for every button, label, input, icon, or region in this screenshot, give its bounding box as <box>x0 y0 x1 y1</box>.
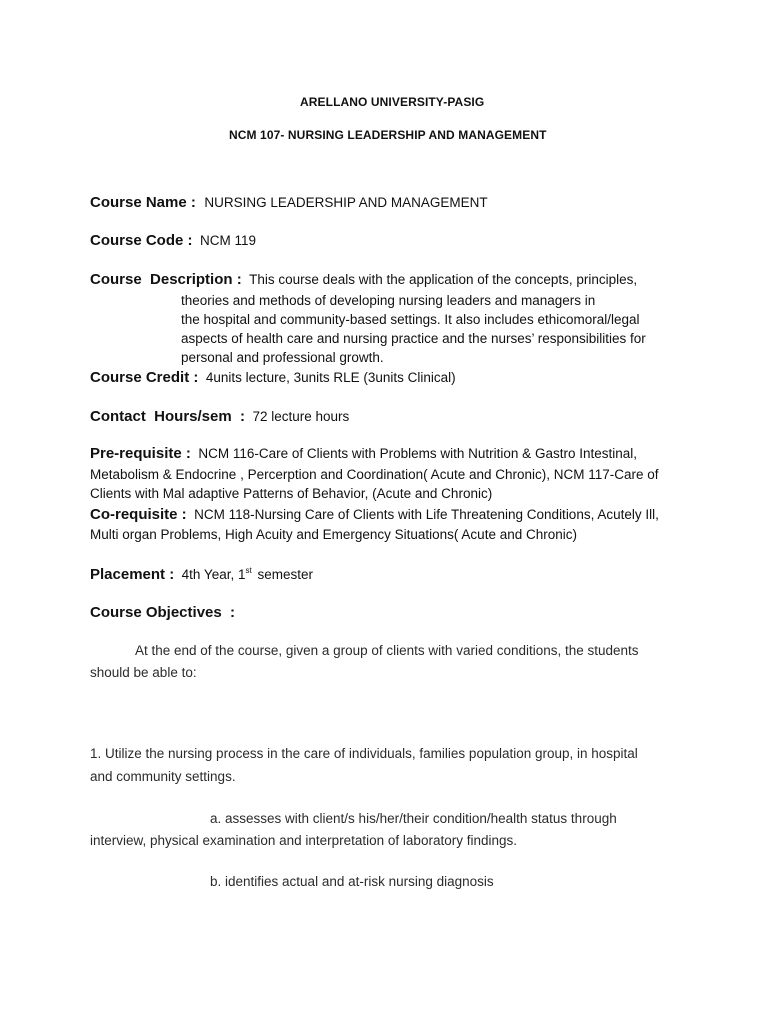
placement-semester: semester <box>257 567 314 582</box>
prerequisite-row <box>90 445 637 463</box>
objective-sub-item-line: a. assesses with client/s his/her/their condition/health status through <box>210 811 617 826</box>
contact-hours-label: Contact Hours/sem : <box>90 408 246 425</box>
course-name-row <box>90 194 488 212</box>
course-name-label: Course Name : <box>90 194 196 211</box>
course-description-line: personal and professional growth. <box>181 350 384 365</box>
corequisite-label: Co-requisite : <box>90 506 187 523</box>
course-code-value: NCM 119 <box>199 233 256 248</box>
course-description-label: Course Description : <box>90 271 242 288</box>
corequisite-line: Multi organ Problems, High Acuity and Emergency Situations( Acute and Chronic) <box>90 527 577 542</box>
corequisite-row <box>90 506 659 524</box>
course-description-line: aspects of health care and nursing practice and the nurses’ responsibilities for <box>181 331 646 346</box>
placement-year: 4th Year, 1 <box>181 567 246 582</box>
objective-item-line: and community settings. <box>90 769 236 784</box>
university-heading: ARELLANO UNIVERSITY-PASIG <box>300 95 485 109</box>
placement-superscript: st <box>245 565 252 575</box>
prerequisite-line: NCM 116-Care of Clients with Problems with Nutrition & Gastro Intestinal, <box>198 446 637 461</box>
placement-label: Placement : <box>90 566 175 583</box>
course-description-row <box>90 271 637 289</box>
objective-sub-item-line: interview, physical examination and interpretation of laboratory findings. <box>90 833 517 848</box>
corequisite-line: NCM 118-Nursing Care of Clients with Life Threatening Conditions, Acutely Ill, <box>194 507 659 522</box>
objectives-intro-line: At the end of the course, given a group of clients with varied conditions, the students <box>135 643 639 658</box>
prerequisite-line: Metabolism & Endocrine , Percerption and Coordination( Acute and Chronic), NCM 117-Care of <box>90 467 659 482</box>
contact-hours-value: 72 lecture hours <box>252 409 350 424</box>
course-credit-value: 4units lecture, 3units RLE (3units Clinical) <box>205 370 456 385</box>
course-credit-row <box>90 369 456 387</box>
placement-value <box>182 567 313 582</box>
course-objectives-label: Course Objectives : <box>90 604 236 621</box>
course-description-line: the hospital and community-based settings. It also includes ethicomoral/legal <box>181 312 640 327</box>
course-description-line: theories and methods of developing nursing leaders and managers in <box>181 293 596 308</box>
prerequisite-line: Clients with Mal adaptive Patterns of Behavior, (Acute and Chronic) <box>90 486 493 501</box>
contact-hours-row <box>90 408 349 426</box>
course-credit-label: Course Credit : <box>90 369 199 386</box>
course-code-row <box>90 232 256 250</box>
placement-row <box>90 566 313 584</box>
objective-sub-item-line: b. identifies actual and at-risk nursing diagnosis <box>210 874 494 889</box>
course-name-value: NURSING LEADERSHIP AND MANAGEMENT <box>204 195 488 210</box>
objective-item-line: 1. Utilize the nursing process in the care of individuals, families population group, in hospital <box>90 746 638 761</box>
course-code-label: Course Code : <box>90 232 193 249</box>
prerequisite-label: Pre-requisite : <box>90 445 191 462</box>
course-description-line: This course deals with the application of the concepts, principles, <box>249 272 638 287</box>
course-heading: NCM 107- NURSING LEADERSHIP AND MANAGEMENT <box>229 128 547 142</box>
objectives-intro-line: should be able to: <box>90 665 197 680</box>
